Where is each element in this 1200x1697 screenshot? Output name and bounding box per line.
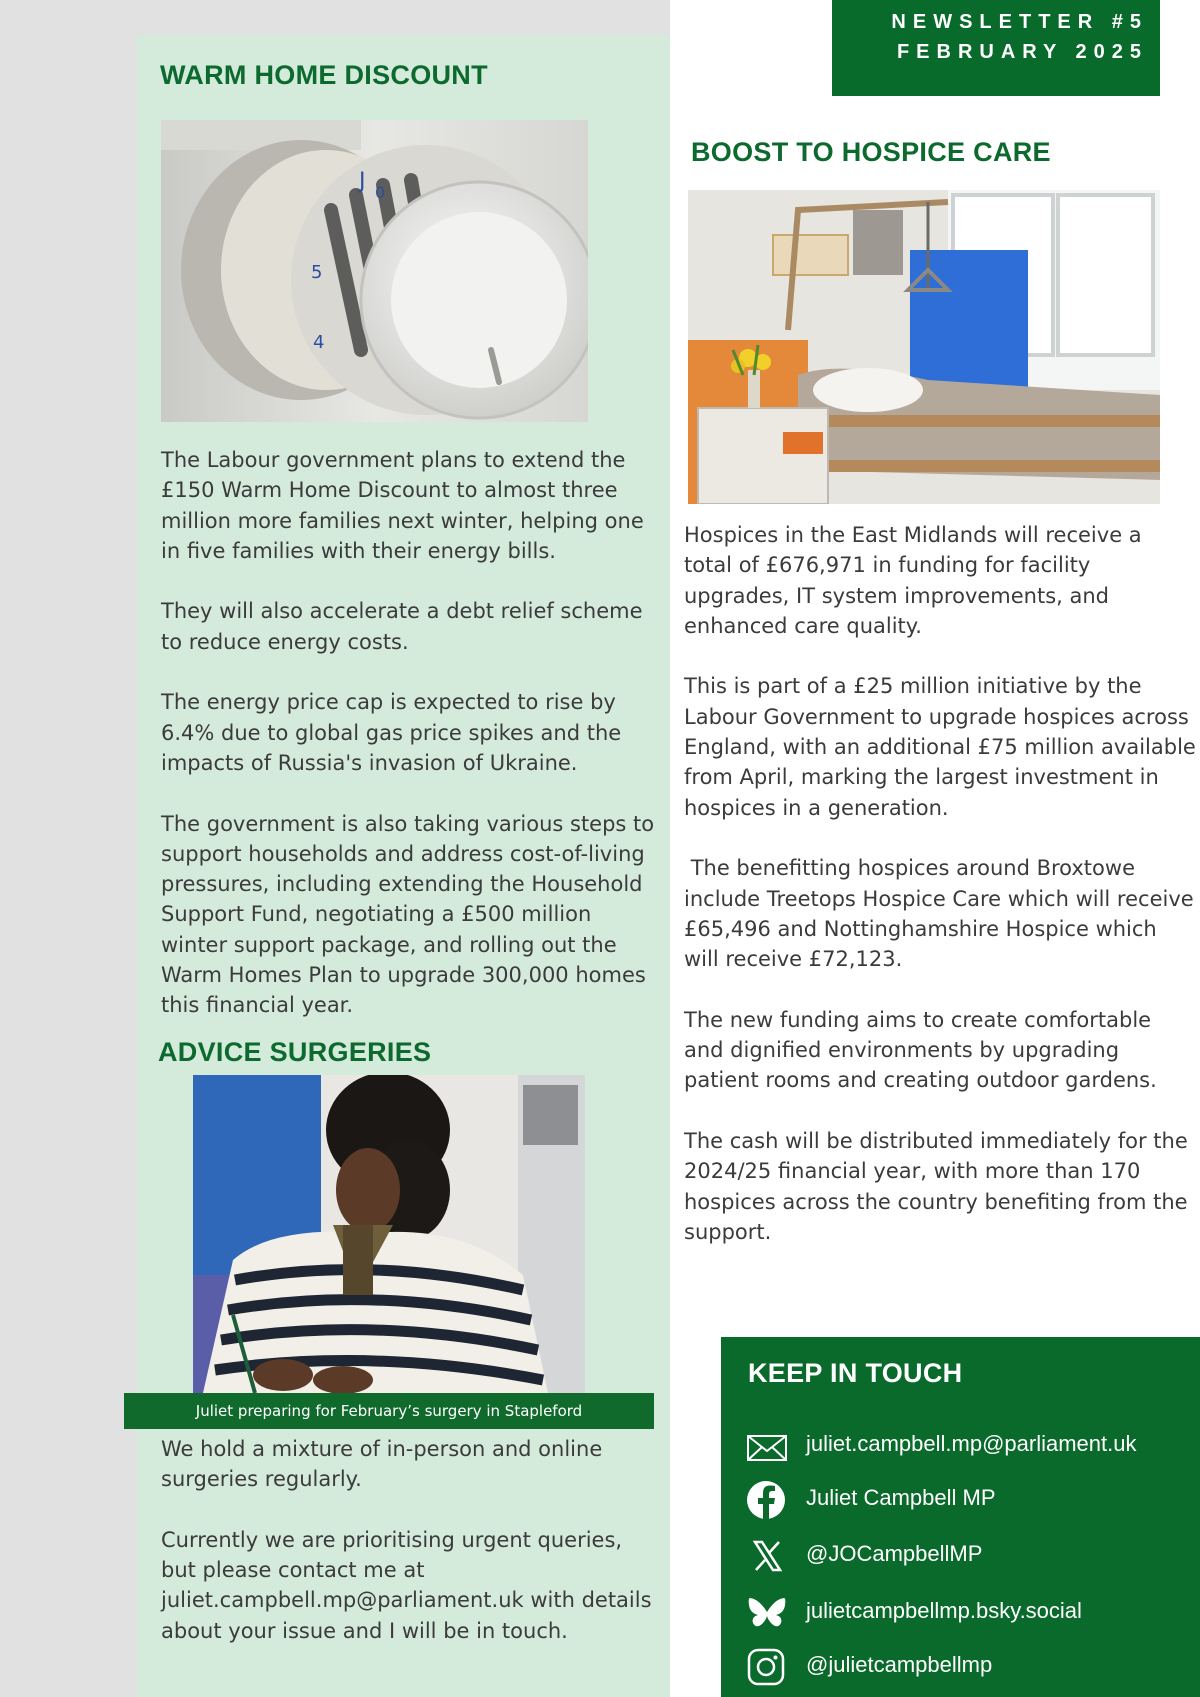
newsletter-masthead [832, 0, 1160, 96]
contact-x[interactable] [746, 1534, 1196, 1578]
hospice-title: BOOST TO HOSPICE CARE [691, 137, 1051, 167]
newsletter-date: FEBRUARY 2025 [896, 41, 1148, 63]
keep-in-touch-panel [721, 1337, 1200, 1697]
keep-in-touch-title: KEEP IN TOUCH [748, 1358, 963, 1388]
instagram-icon [746, 1645, 788, 1689]
contact-facebook-text: Juliet Campbell MP [806, 1485, 996, 1510]
contact-x-text: @JOCampbellMP [806, 1541, 983, 1566]
contact-bluesky[interactable] [746, 1591, 1196, 1635]
hospice-paragraph: Hospices in the East Midlands will receive a total of £676,971 in funding for facility upgrades, IT system improvements, and enhanced care quality. [684, 523, 1142, 638]
warm-home-paragraph: The energy price cap is expected to rise by 6.4% due to global gas price spikes and the impacts of Russia's invasion of Ukraine. [161, 690, 622, 775]
contact-bluesky-text: julietcampbellmp.bsky.social [806, 1598, 1082, 1623]
warm-home-paragraph: The government is also taking various steps to support households and address cost-of-living pressures, including extending the Household Support Fund, negotiating a £500 million winter support package, and rolling out the Warm Homes Plan to upgrade 300,000 homes this financial year. [161, 811, 655, 1018]
svg-text:0: 0 [375, 183, 386, 202]
svg-text:4: 4 [313, 332, 325, 353]
advice-body [161, 1434, 661, 1646]
hospice-paragraph: The cash will be distributed immediately for the 2024/25 financial year, with more than 170 hospices across the country benefiting from the support. [684, 1128, 1188, 1244]
hospice-room-photo [688, 190, 1160, 504]
advice-paragraph: We hold a mixture of in-person and online surgeries regularly. [161, 1437, 603, 1492]
contact-instagram[interactable] [746, 1645, 1196, 1689]
contact-email-text: juliet.campbell.mp@parliament.uk [806, 1431, 1137, 1456]
email-icon [746, 1424, 788, 1468]
facebook-icon [746, 1478, 788, 1522]
hospice-paragraph: The benefitting hospices around Broxtowe include Treetops Hospice Care which will receive £65,496 and Nottinghamshire Hospice which will receive £72,123. [684, 856, 1200, 972]
bluesky-icon [746, 1591, 788, 1635]
advice-title: ADVICE SURGERIES [158, 1037, 432, 1067]
hospice-paragraph: The new funding aims to create comfortable and dignified environments by upgrading patient rooms and creating outdoor gardens. [684, 1007, 1157, 1093]
warm-home-body [161, 445, 661, 1021]
newsletter-issue: NEWSLETTER #5 [891, 11, 1148, 33]
contact-instagram-text: @julietcampbellmp [806, 1652, 993, 1677]
hospice-body [684, 520, 1200, 1247]
contact-facebook[interactable] [746, 1478, 1196, 1522]
svg-text:5: 5 [311, 262, 323, 283]
surgery-photo-caption: Juliet preparing for February’s surgery in Stapleford [124, 1393, 654, 1429]
surgery-photo [193, 1075, 585, 1393]
warm-home-paragraph: The Labour government plans to extend the £150 Warm Home Discount to almost three million more families next winter, helping one in five families with their energy bills. [161, 448, 644, 563]
radiator-valve-photo [161, 120, 588, 422]
x-icon [746, 1534, 788, 1578]
warm-home-paragraph: They will also accelerate a debt relief scheme to reduce energy costs. [161, 599, 643, 654]
svg-text:J: J [359, 169, 366, 194]
advice-paragraph: Currently we are prioritising urgent queries, but please contact me at juliet.campbell.mp@parliament.uk with details about your issue and I will be in touch. [161, 1527, 652, 1643]
contact-email[interactable] [746, 1424, 1196, 1468]
hospice-paragraph: This is part of a £25 million initiative by the Labour Government to upgrade hospices across England, with an additional £75 million available from April, marking the largest investment in hospices in a generation. [684, 674, 1196, 820]
warm-home-title: WARM HOME DISCOUNT [160, 60, 488, 90]
